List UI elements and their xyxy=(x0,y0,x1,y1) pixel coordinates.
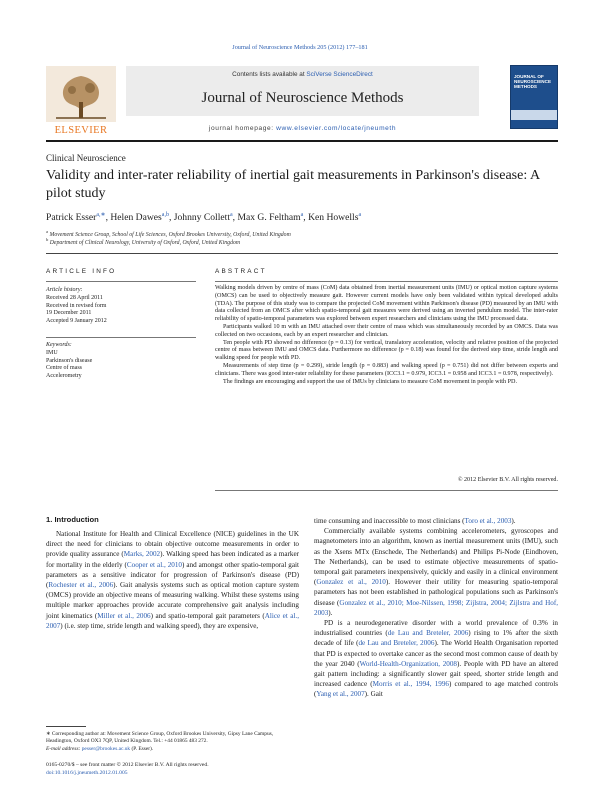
journal-cover-thumbnail[interactable] xyxy=(510,65,558,129)
body-text: ). However their utility for measuring spatio-temporal parameters has not been established in pathological populations such as Parkinson's disease ( xyxy=(314,578,558,607)
body-text: ) and spatio-temporal gait parameters ( xyxy=(150,611,265,620)
footnote-divider xyxy=(46,726,86,727)
author-affiliation-marker[interactable]: a,∗ xyxy=(96,212,106,218)
article-info-heading: ARTICLE INFO xyxy=(46,268,117,275)
contents-available-line: Contents lists available at SciVerse ScienceDirect xyxy=(232,71,373,78)
journal-homepage: journal homepage: www.elsevier.com/locate/jneumeth xyxy=(208,125,397,132)
author-separator: , xyxy=(105,212,111,224)
keywords-label: Keywords: xyxy=(46,342,72,348)
copyright-notice: © 2012 Elsevier B.V. All rights reserved. xyxy=(457,477,558,483)
journal-title: Journal of Neuroscience Methods xyxy=(201,90,404,106)
citation-link[interactable]: Gonzalez et al., 2010 xyxy=(316,578,386,587)
body-text: PD is a neurodegenerative disorder with a world prevalence of 0.3% in industrialised countries ( xyxy=(314,619,558,638)
left-column xyxy=(46,529,299,631)
citation-link[interactable]: World-Health-Organization, 2008 xyxy=(359,659,457,668)
history-line: Received 28 April 2011 xyxy=(46,294,103,301)
body-text: National Institute for Health and Clinical Excellence (NICE) guidelines in the UK direct the need for clinicians to obtain objective outcome measurements in order to provide quality assurance ( xyxy=(46,530,299,559)
affiliation-a: $^a$ Movement Science Group, School of Life Sciences, Oxford Brookes University, Oxford, United Kingdom xyxy=(46,229,291,238)
journal-reference[interactable]: Journal of Neuroscience Methods 205 (2012) 177–181 xyxy=(232,44,368,51)
history-label: Article history: xyxy=(46,287,83,293)
issn-doi-block xyxy=(46,762,299,777)
body-paragraph xyxy=(314,618,558,700)
body-text: ). The World Health Organisation reported that PD is expected to overtake cancer as the second most common cause of death by the year 2040 ( xyxy=(314,639,559,668)
elsevier-logo[interactable] xyxy=(46,66,116,138)
abstract-bottom-divider xyxy=(215,490,558,491)
affiliation-b: $^b$ Department of Clinical Neurology, University of Oxford, Oxford, United Kingdom xyxy=(46,237,241,246)
body-text: ). Gait analysis systems such as optical motion capture system (OMCS) provide an objective means of measuring walking. Whilst these systems using multiple marker approaches provide accurate comprehensive gait analysis including joint kinematics ( xyxy=(46,581,299,620)
citation-link[interactable]: Alice et al., 2007 xyxy=(46,611,299,630)
abstract-paragraph: Measurements of step time (p = 0.299), stride length (p = 0.883) and walking speed (p = 0.751) did not differ between experts and clinicians. There was good inter-rater reliability for these parameters (ICC3.1 = 0.979, ICC3.1 = 0.958 and ICC3.1 = 0.978, respectively). xyxy=(215,362,558,377)
introduction-heading: 1. Introduction xyxy=(46,515,99,524)
author-affiliation-marker[interactable]: a xyxy=(358,212,362,218)
body-text: ). Walking speed has been indicated as a marker for mortality in the elderly ( xyxy=(46,550,299,569)
keyword: IMU xyxy=(46,349,58,356)
body-text: ) compared to age matched controls ( xyxy=(314,680,558,699)
citation-link[interactable]: Gonzalez et al., 2010; Moe-Nilssen, 1998; Zijlstra, 2004; Zijlstra and Hof, 2003 xyxy=(314,598,558,617)
header-divider xyxy=(46,140,558,142)
abstract-paragraph: Walking models driven by centre of mass (CoM) data obtained from inertial measurement units (IMU) or optical motion capture systems (OMCS) can be used to objectively measure gait. However current models have only been validated within typical developed adults (TDA). The purpose of this study was to compare the projected CoM movement within Parkinson's disease (PD) measured by an IMU with data collected from an OMCS after which spatio-temporal gait measures were derived using an inverted pendulum model. The inter-rater reliability of spatio-temporal parameters was explored between expert researchers and clinicians using the IMU processed data. xyxy=(215,285,558,323)
abstract-paragraph: Ten people with PD showed no difference (p = 0.13) for vertical, translatory acceleration, velocity and relative position of the projected centre of mass between IMU and OMCS data. Furthermore no difference (p = 0.18) was found for the derived step time, stride length and walking speed for people with PD. xyxy=(215,339,558,362)
history-line: 19 December 2011 xyxy=(46,310,92,317)
corresponding-author-footnote: ∗ Corresponding author at: Movement Science Group, Oxford Brookes University, Gipsy Lane Campus, Headington, Oxford OX3 7QP, United Kingdom. Tel.: +44 01865 483 272. E-mail address: pesser@brookes.ac.uk (P. Esser). xyxy=(46,731,274,752)
keyword: Centre of mass xyxy=(46,365,82,372)
abstract-paragraph: The findings are encouraging and support the use of IMUs by clinicians to measure CoM movement in people with PD. xyxy=(223,378,518,385)
journal-masthead xyxy=(46,66,558,138)
author-separator: , xyxy=(303,212,309,224)
author-name[interactable]: Helen Dawes xyxy=(110,212,162,224)
author-name[interactable]: Johnny Collett xyxy=(173,212,230,224)
citation-link[interactable]: Morris et al., 1994, 1996 xyxy=(372,680,449,689)
keyword: Parkinson's disease xyxy=(46,357,93,364)
keywords-list xyxy=(46,342,196,381)
body-text: Commercially available systems combining accelerometers, gyroscopes and magnetometers into an algorithm, known as inertial measurement units (IMU), such as the Xsens MTx (Enschede, The Netherlands) and Philips Pi-Node (Eindhoven, The Netherlands), can be used to estimate objective measurements of spatio-temporal gait parameters inexpensively, quickly and easily in a clinical environment ( xyxy=(314,527,558,587)
body-text: ). xyxy=(328,608,333,617)
body-paragraph xyxy=(314,516,558,526)
citation-link[interactable]: Rochester et al., 2006 xyxy=(48,581,114,590)
article-section: Clinical Neuroscience xyxy=(46,153,126,163)
body-text: ). Gait xyxy=(364,690,383,699)
keywords-divider xyxy=(46,337,196,338)
citation-link[interactable]: de Lau and Breteler, 2006 xyxy=(358,639,435,648)
title-divider xyxy=(46,253,558,254)
body-text: time consuming and inaccessible to most clinicians ( xyxy=(314,517,465,525)
elsevier-tree-icon xyxy=(46,66,116,122)
abstract-paragraph: Participants walked 10 m with an IMU attached over their centre of mass which was simultaneously recorded by an OMCS. Data was collected on two occasions, each by an expert researcher and clinician. xyxy=(215,323,558,338)
citation-link[interactable]: Miller et al., 2006 xyxy=(97,611,151,620)
cover-title: JOURNAL OF NEUROSCIENCE METHODS xyxy=(514,74,552,90)
author-list xyxy=(46,211,361,223)
body-text: ) (i.e. step time, stride length and walking speed), they are expensive, xyxy=(60,621,259,630)
citation-link[interactable]: Cooper et al., 2010 xyxy=(126,560,183,569)
body-text: ) and amongst other spatio-temporal gait parameters as a sensitive indicator for progression of Parkinson's disease (PD) ( xyxy=(46,560,299,590)
history-line: Received in revised form xyxy=(46,302,107,309)
abstract-text xyxy=(215,285,558,386)
article-title: Validity and inter-rater reliability of inertial gait measurements in Parkinson's disease: A pilot study xyxy=(46,168,540,201)
body-paragraph xyxy=(314,526,558,618)
author-affiliation-marker[interactable]: a,b xyxy=(161,212,169,218)
author-email-link[interactable]: pesser@brookes.ac.uk xyxy=(81,745,131,752)
cover-band xyxy=(511,110,557,120)
body-paragraph xyxy=(46,529,299,631)
history-line: Accepted 9 January 2012 xyxy=(46,318,107,325)
article-history xyxy=(46,287,196,326)
elsevier-wordmark: ELSEVIER xyxy=(54,125,108,136)
abstract-divider xyxy=(215,281,558,282)
author-name[interactable]: Max G. Feltham xyxy=(237,212,301,224)
article-info-divider xyxy=(46,281,196,282)
citation-link[interactable]: Yang et al., 2007 xyxy=(316,690,365,699)
doi-link[interactable]: doi:10.1016/j.jneumeth.2012.01.005 xyxy=(46,769,128,776)
citation-link[interactable]: de Lau and Breteler, 2006 xyxy=(387,629,469,638)
author-separator: , xyxy=(168,212,174,224)
author-separator: , xyxy=(232,212,238,224)
author-name[interactable]: Ken Howells xyxy=(308,212,359,224)
author-name[interactable]: Patrick Esser xyxy=(46,212,97,224)
body-text: ). xyxy=(511,517,516,525)
issn-line: 0165-0270/$ – see front matter © 2012 Elsevier B.V. All rights reserved. xyxy=(46,762,209,768)
author-affiliation-marker[interactable]: a xyxy=(229,212,233,218)
keyword: Accelerometry xyxy=(46,373,82,380)
body-text: ) rising to 1% after the sixth decade of life ( xyxy=(314,629,558,648)
abstract-heading: ABSTRACT xyxy=(215,268,267,275)
body-text: ). People with PD have an altered gait pattern including: a significantly slower gait speed, shorter stride length and increased cadence ( xyxy=(314,659,559,689)
citation-link[interactable]: Toro et al., 2003 xyxy=(464,517,512,525)
journal-homepage-link[interactable]: www.elsevier.com/locate/jneumeth xyxy=(276,125,397,132)
author-affiliation-marker[interactable]: a xyxy=(300,212,304,218)
right-column xyxy=(314,516,558,700)
citation-link[interactable]: Marks, 2002 xyxy=(123,550,161,559)
sciencedirect-link[interactable]: SciVerse ScienceDirect xyxy=(306,71,373,78)
